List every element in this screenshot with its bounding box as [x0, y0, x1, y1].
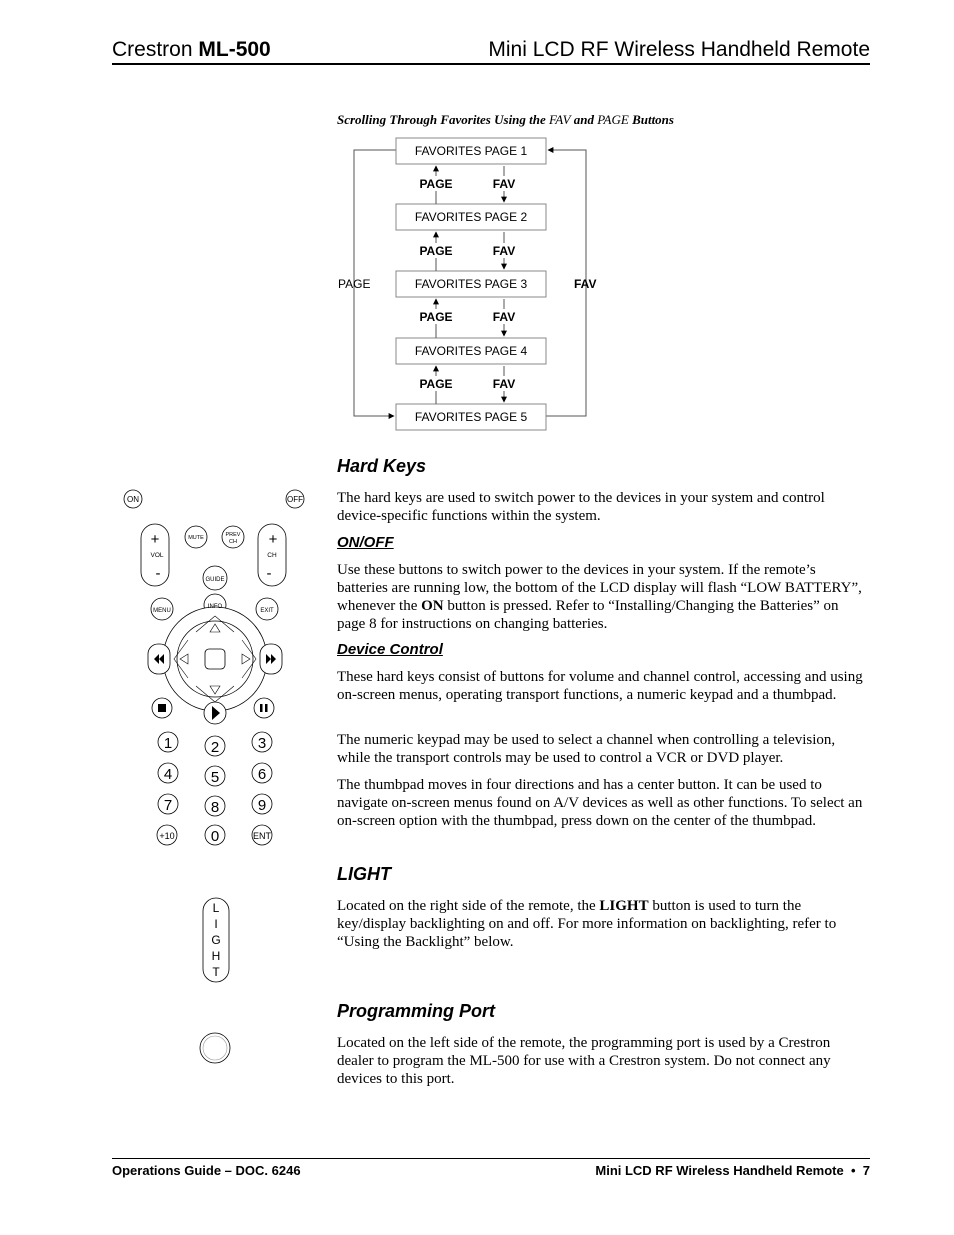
key-6-label: 6	[257, 766, 267, 783]
figure-caption	[337, 112, 674, 128]
light-letter-g: G	[211, 933, 221, 947]
programming-port-illustration	[198, 1031, 232, 1065]
key-9-label: 9	[257, 797, 267, 814]
light-letter-l: L	[212, 901, 220, 915]
prev-label: PREV	[225, 532, 241, 538]
mute-label: MUTE	[188, 535, 204, 541]
page-box-3	[396, 271, 546, 297]
page-box-4	[396, 338, 546, 364]
programming-port-paragraph: Located on the left side of the remote, the programming port is used by a Crestron dealer to program the ML-500 for use with a Crestron system. Do not connect any devices to this port.	[337, 1035, 831, 1087]
page-label: PAGE	[419, 377, 453, 391]
pause-button	[254, 698, 274, 718]
hard-keys-heading: Hard Keys	[337, 456, 427, 476]
fav-label: FAV	[492, 244, 516, 258]
light-letter-i: I	[214, 917, 218, 931]
ch-label: CH	[267, 552, 277, 559]
page-box-2	[396, 204, 546, 230]
on-off-text-end: button is pressed. Refer to “Installing/Changing the Batteries” on page 8 for instructions on changing batteries.	[337, 598, 839, 632]
key-8-label: 8	[210, 799, 220, 816]
page-label: PAGE	[419, 177, 453, 191]
pause-icon	[260, 704, 263, 712]
footer-rule	[112, 1158, 870, 1159]
page-label: PAGE	[419, 244, 453, 258]
side-label-fav: FAV	[574, 277, 597, 291]
key-0-label: 0	[210, 828, 220, 845]
caption-and: and	[573, 112, 595, 127]
light-letter-t: T	[212, 965, 220, 979]
brand-name: Crestron	[112, 38, 193, 61]
device-control-heading: Device Control	[337, 641, 443, 658]
page-box-label: FAVORITES PAGE 1	[414, 144, 528, 158]
model-name: ML-500	[198, 38, 271, 61]
hard-keys-intro: The hard keys are used to switch power to the devices in your system and control device-specific functions within the system.	[337, 490, 825, 524]
page-box-5	[396, 404, 546, 430]
fav-label: FAV	[492, 377, 516, 391]
page-label: PAGE	[419, 310, 453, 324]
caption-post: Buttons	[632, 112, 674, 127]
header-brand	[112, 38, 271, 62]
key-ent-label: ENT	[253, 831, 271, 841]
device-control-p2: The numeric keypad may be used to select a channel when controlling a television, while the transport controls may be used to control a VCR or DVD player.	[337, 732, 836, 766]
programming-port-heading: Programming Port	[337, 1001, 496, 1021]
key-plus10-label: +10	[159, 831, 175, 841]
footer-doc: Operations Guide – DOC. 6246	[112, 1163, 301, 1178]
on-off-heading: ON/OFF	[337, 534, 394, 551]
light-text-end: button is used to turn the key/display backlighting on and off. For more information on backlighting, refer to “Using the Backlight” below.	[337, 898, 837, 950]
light-key-illustration	[200, 896, 232, 984]
caption-pre: Scrolling Through Favorites Using the	[337, 112, 546, 127]
off-label: OFF	[287, 495, 303, 504]
prev-ch-label: CH	[229, 539, 237, 545]
page-box-label: FAVORITES PAGE 2	[414, 210, 528, 224]
page-box-label: FAVORITES PAGE 5	[414, 410, 528, 424]
page-box-label: FAVORITES PAGE 3	[414, 277, 528, 291]
footer-title: Mini LCD RF Wireless Handheld Remote	[595, 1163, 844, 1178]
key-3-label: 3	[257, 735, 267, 752]
port-outer-icon	[200, 1033, 230, 1063]
light-bold: LIGHT	[599, 898, 649, 914]
caption-page: PAGE	[597, 112, 629, 127]
vol-up-label: +	[150, 531, 160, 548]
header-title: Mini LCD RF Wireless Handheld Remote	[488, 38, 870, 61]
info-label: INFO	[207, 604, 223, 610]
on-off-paragraph	[337, 561, 869, 633]
light-paragraph	[337, 897, 869, 951]
vol-label: VOL	[150, 552, 164, 559]
ch-down-label: -	[266, 565, 272, 582]
on-bold: ON	[421, 598, 444, 614]
favorites-diagram	[330, 136, 600, 436]
on-off-text: Use these buttons to switch power to the devices in your system. If the remote’s batteries are running low, the bottom of the LCD display will flash “LOW BATTERY”, whenever the	[337, 562, 862, 614]
on-label: ON	[127, 495, 139, 504]
light-letter-h: H	[211, 949, 221, 963]
device-control-p1: These hard keys consist of buttons for volume and channel control, accessing and using on-screen menus, operating transport functions, a numeric keypad and a thumbpad.	[337, 669, 863, 703]
page-box-label: FAVORITES PAGE 4	[414, 344, 528, 358]
page-number: 7	[862, 1163, 870, 1178]
key-4-label: 4	[163, 766, 173, 783]
guide-label: GUIDE	[205, 577, 225, 583]
remote-hard-keys-illustration	[112, 484, 318, 854]
stop-icon	[158, 704, 166, 712]
thumbpad-center	[205, 649, 225, 669]
fav-label: FAV	[492, 310, 516, 324]
light-text: Located on the right side of the remote, the	[337, 898, 596, 914]
side-label-page: PAGE	[338, 277, 371, 291]
device-control-p3: The thumbpad moves in four directions and has a center button. It can be used to navigate on-screen menus found on A/V devices as well as other functions. To select an on-screen option with the thumbpad, press down on the center of the thumbpad.	[337, 777, 863, 829]
key-7-label: 7	[163, 797, 173, 814]
fav-label: FAV	[492, 177, 516, 191]
footer-page-info	[595, 1163, 870, 1178]
ch-up-label: +	[268, 531, 278, 548]
menu-label: MENU	[153, 608, 171, 614]
caption-fav: FAV	[549, 112, 571, 127]
page-box-1	[396, 138, 546, 164]
vol-down-label: -	[155, 565, 161, 582]
light-heading: LIGHT	[337, 864, 391, 884]
key-1-label: 1	[163, 735, 173, 752]
pause-icon	[265, 704, 268, 712]
exit-label: EXIT	[260, 608, 274, 614]
footer-bullet: •	[850, 1163, 856, 1178]
header-rule	[112, 63, 870, 65]
key-5-label: 5	[210, 769, 220, 786]
key-2-label: 2	[210, 739, 220, 756]
